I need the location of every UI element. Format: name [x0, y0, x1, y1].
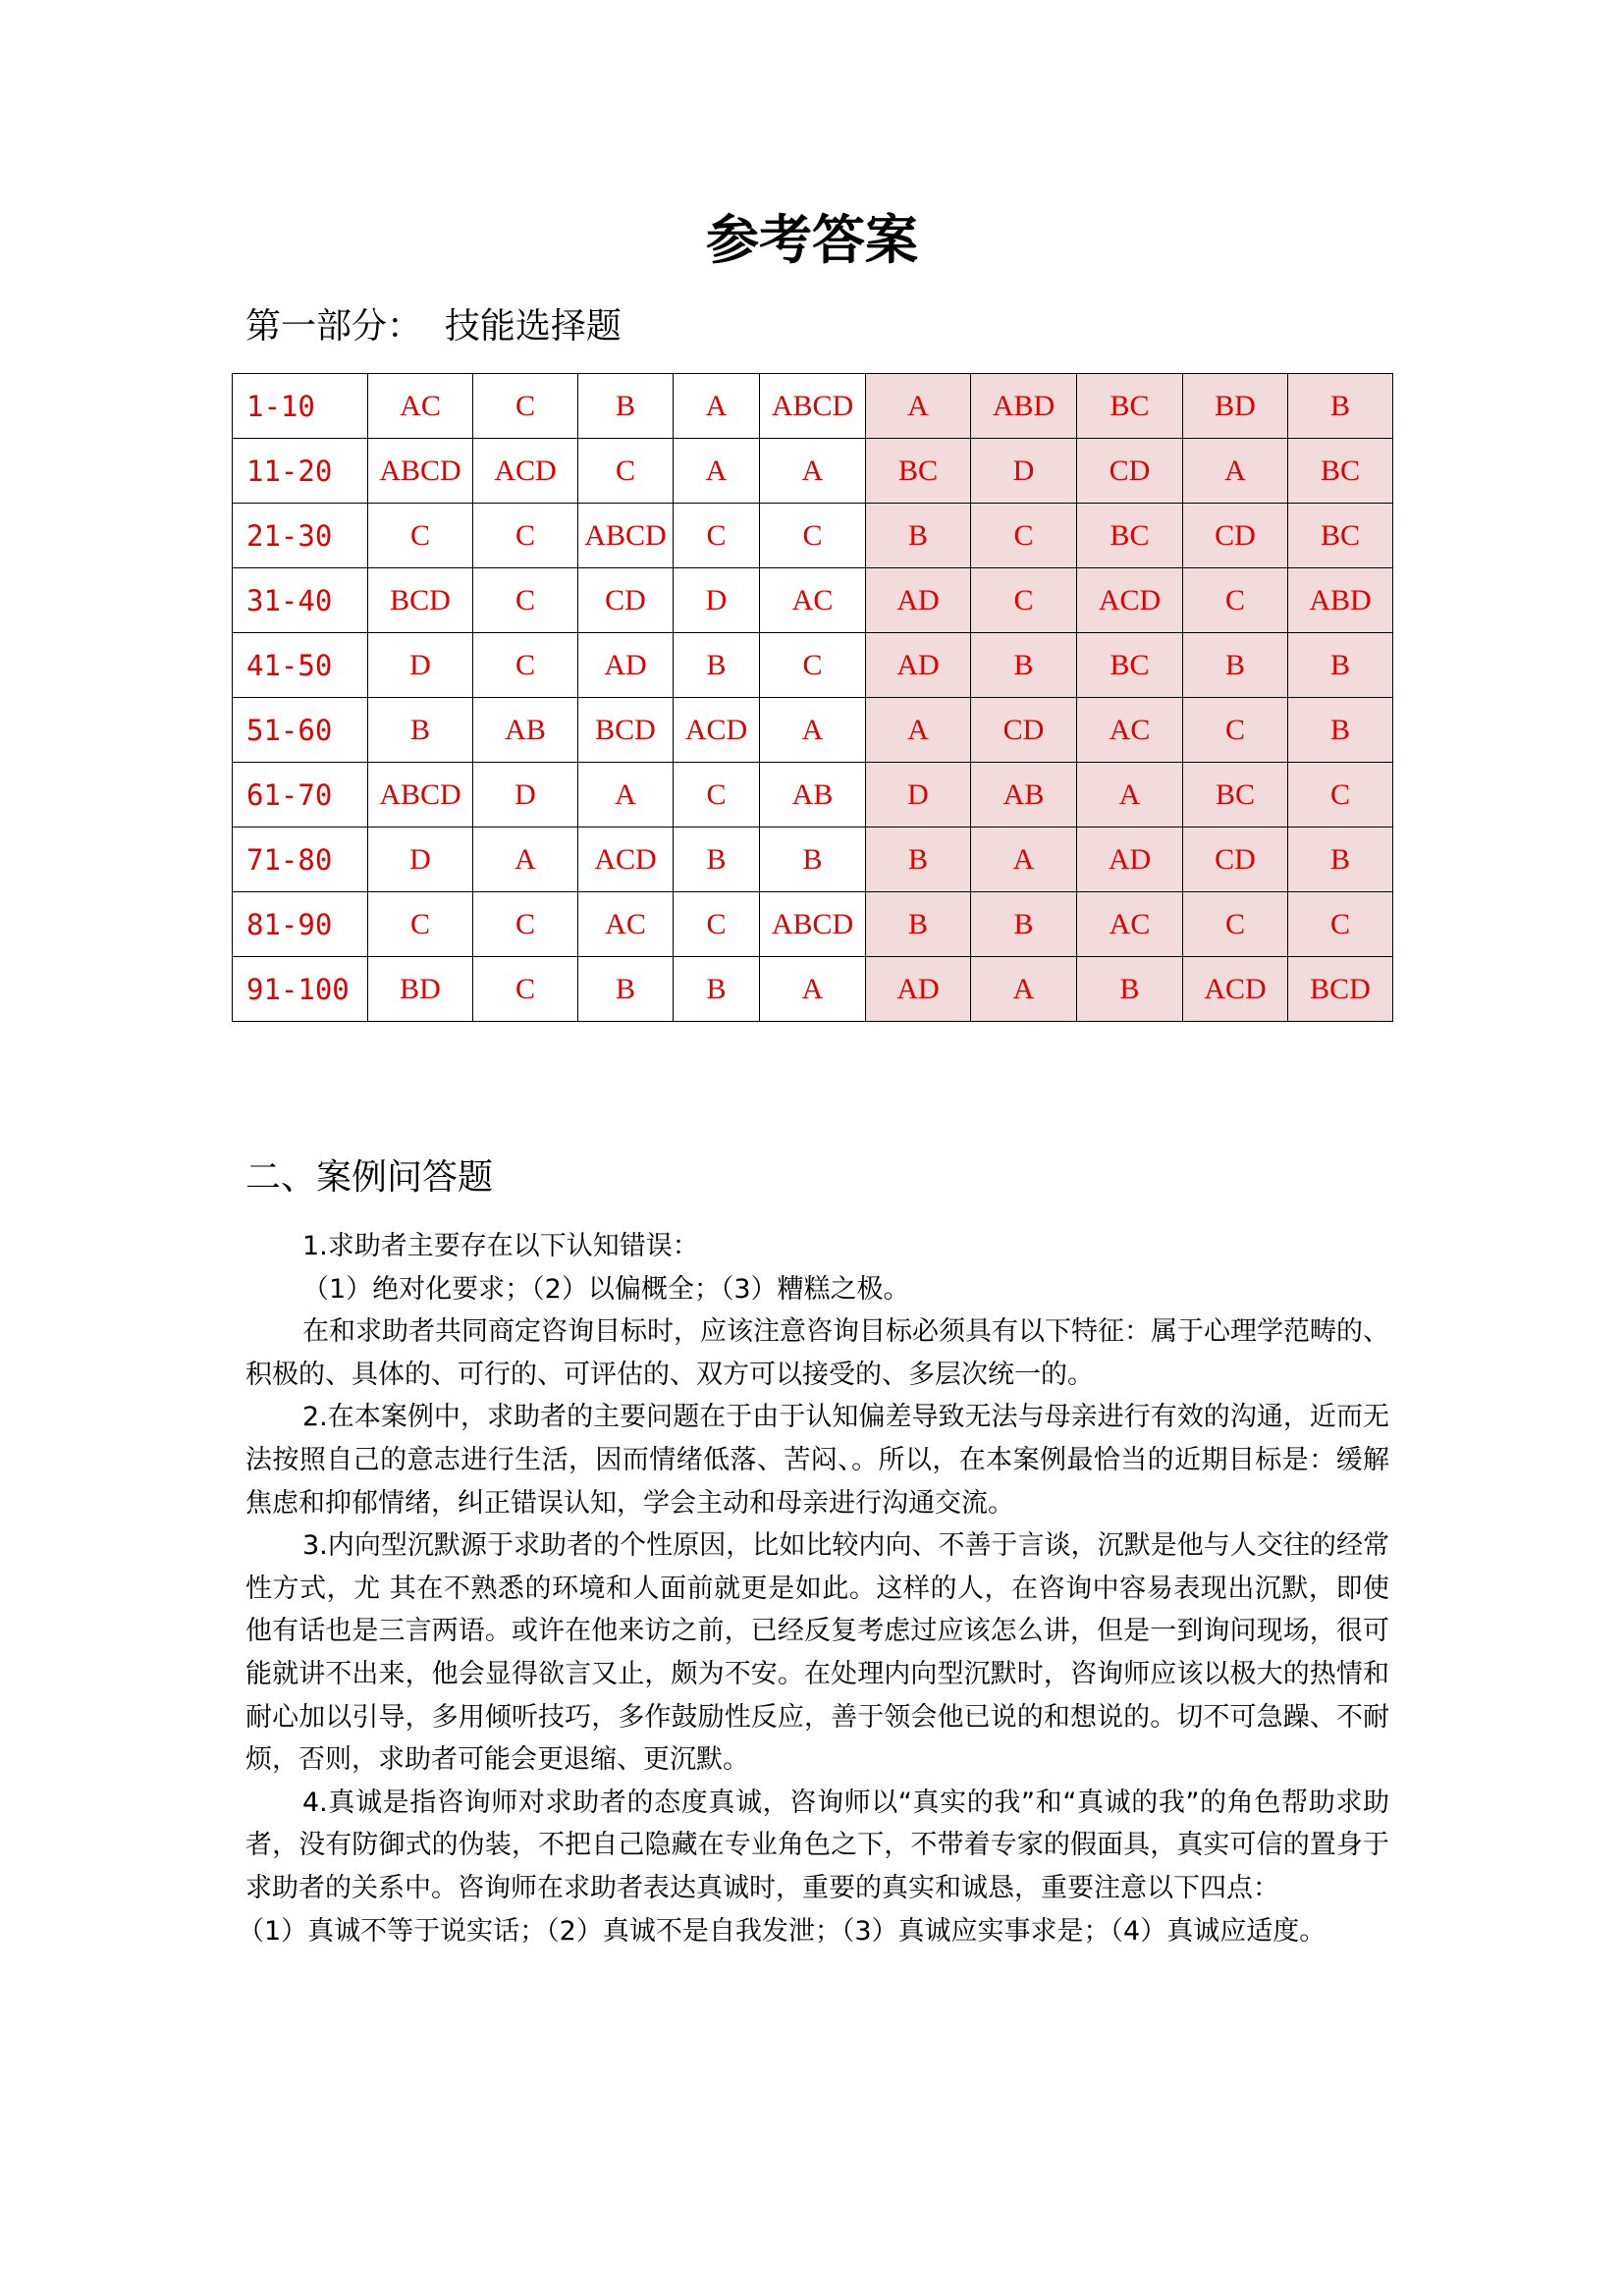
table-row: [233, 568, 1393, 633]
question-range: 41-50: [233, 633, 368, 698]
answer-cell: BD: [368, 957, 473, 1022]
answer-cell: C: [1288, 763, 1393, 828]
question-range: 1-10: [233, 374, 368, 439]
answer-cell: A: [760, 439, 866, 504]
answer-cell: B: [368, 698, 473, 763]
table-row: [233, 439, 1393, 504]
answer-cell: D: [368, 633, 473, 698]
answer-cell: A: [866, 698, 971, 763]
answer-cell: D: [368, 828, 473, 892]
answer-cell: C: [473, 892, 578, 957]
answer-cell: B: [971, 633, 1077, 698]
answer-cell: A: [473, 828, 578, 892]
answer-cell: C: [674, 504, 760, 568]
answer-cell: A: [971, 828, 1077, 892]
answer-cell: BC: [1077, 504, 1183, 568]
answer-cell: AB: [473, 698, 578, 763]
answer-cell: C: [473, 957, 578, 1022]
answer-cell: D: [674, 568, 760, 633]
answer-cell: BCD: [368, 568, 473, 633]
table-row: [233, 892, 1393, 957]
answer-cell: AC: [1077, 698, 1183, 763]
answer-cell: A: [674, 439, 760, 504]
answer-cell: B: [1077, 957, 1183, 1022]
answer-cell: B: [674, 828, 760, 892]
answer-cell: B: [866, 504, 971, 568]
answer-cell: C: [473, 568, 578, 633]
answer-cell: ACD: [578, 828, 674, 892]
answer-cell: AD: [578, 633, 674, 698]
answer-cell: ACD: [473, 439, 578, 504]
question-range: 61-70: [233, 763, 368, 828]
answer-cell: B: [971, 892, 1077, 957]
answer-cell: C: [1288, 892, 1393, 957]
answer-cell: ACD: [674, 698, 760, 763]
answer-cell: CD: [1077, 439, 1183, 504]
table-row: [233, 828, 1393, 892]
answer-cell: BC: [1183, 763, 1288, 828]
question-range: 81-90: [233, 892, 368, 957]
answer-cell: AD: [1077, 828, 1183, 892]
answer-cell: AB: [760, 763, 866, 828]
table-row: [233, 698, 1393, 763]
answer-cell: ABD: [971, 374, 1077, 439]
answer-cell: BC: [866, 439, 971, 504]
answer-cell: C: [1183, 568, 1288, 633]
answer-cell: C: [368, 892, 473, 957]
answer-cell: A: [760, 698, 866, 763]
answer-cell: ABCD: [368, 763, 473, 828]
answer-cell: B: [674, 633, 760, 698]
answer-cell: C: [368, 504, 473, 568]
answer-cell: AD: [866, 957, 971, 1022]
answer-cell: B: [1288, 374, 1393, 439]
answer-cell: C: [760, 504, 866, 568]
answer-cell: A: [971, 957, 1077, 1022]
answer-cell: A: [866, 374, 971, 439]
answer-cell: C: [1183, 698, 1288, 763]
answer-cell: B: [1288, 698, 1393, 763]
answer-cell: C: [473, 633, 578, 698]
answer-cell: CD: [971, 698, 1077, 763]
answer-cell: BCD: [578, 698, 674, 763]
answer-cell: AC: [1077, 892, 1183, 957]
answer-cell: BC: [1077, 633, 1183, 698]
case-answers: [238, 1225, 1389, 1952]
question-range: 31-40: [233, 568, 368, 633]
table-row: [233, 374, 1393, 439]
answer-cell: A: [760, 957, 866, 1022]
question-range: 51-60: [233, 698, 368, 763]
table-row: [233, 763, 1393, 828]
answer-cell: C: [473, 504, 578, 568]
answer-cell: AD: [866, 568, 971, 633]
q3-paragraph: 3.内向型沉默源于求助者的个性原因，比如比较内向、不善于言谈，沉默是他与人交往的经常性方式，尤 其在不熟悉的环境和人面前就更是如此。这样的人，在咨询中容易表现出沉默，即使他有话也是三言两语。或许在他来访之前，已经反复考虑过应该怎么讲，但是一到询问现场，很可能就讲不出来，他会显得欲言又止，颇为不安。在处理内向型沉默时，咨询师应该以极大的热情和耐心加以引导，多用倾听技巧，多作鼓励性反应，善于领会他已说的和想说的。切不可急躁、不耐烦，否则，求助者可能会更退缩、更沉默。: [245, 1530, 1389, 1776]
question-range: 91-100: [233, 957, 368, 1022]
answer-cell: B: [578, 374, 674, 439]
answer-cell: C: [674, 763, 760, 828]
page-title: 参考答案: [706, 209, 918, 271]
section-heading-skills: 第一部分： 技能选择题: [245, 306, 622, 347]
table-row: [233, 504, 1393, 568]
question-range: 71-80: [233, 828, 368, 892]
answer-cell: CD: [1183, 828, 1288, 892]
question-range: 21-30: [233, 504, 368, 568]
answer-cell: D: [473, 763, 578, 828]
answer-cell: ABCD: [368, 439, 473, 504]
q2-paragraph: 2.在本案例中，求助者的主要问题在于由于认知偏差导致无法与母亲进行有效的沟通，近而无法按照自己的意志进行生活，因而情绪低落、苦闷、。所以，在本案例最恰当的近期目标是：缓解焦虑和抑郁情绪，纠正错误认知，学会主动和母亲进行沟通交流。: [245, 1402, 1389, 1519]
answer-cell: ABCD: [760, 892, 866, 957]
answer-cell: ACD: [1077, 568, 1183, 633]
answer-cell: B: [578, 957, 674, 1022]
answer-cell: BD: [1183, 374, 1288, 439]
answer-cell: A: [1077, 763, 1183, 828]
section-heading-cases: 二、案例问答题: [245, 1157, 494, 1198]
answer-cell: A: [578, 763, 674, 828]
answer-cell: CD: [1183, 504, 1288, 568]
answer-cell: AD: [866, 633, 971, 698]
q4-list: （1）真诚不等于说实话；（2）真诚不是自我发泄；（3）真诚应实事求是；（4）真诚应适度。: [238, 1915, 1326, 1947]
answer-cell: C: [971, 568, 1077, 633]
q1-paragraph: 在和求助者共同商定咨询目标时，应该注意咨询目标必须具有以下特征：属于心理学范畴的、积极的、具体的、可行的、可评估的、双方可以接受的、多层次统一的。: [245, 1316, 1389, 1390]
answer-cell: ABCD: [760, 374, 866, 439]
answer-cell: A: [674, 374, 760, 439]
answer-cell: BC: [1288, 504, 1393, 568]
answer-cell: ACD: [1183, 957, 1288, 1022]
answer-cell: C: [971, 504, 1077, 568]
answer-cell: CD: [578, 568, 674, 633]
table-row: [233, 633, 1393, 698]
answer-cell: A: [1183, 439, 1288, 504]
answer-cell: BC: [1077, 374, 1183, 439]
answer-cell: AB: [971, 763, 1077, 828]
answer-cell: C: [473, 374, 578, 439]
answer-cell: C: [674, 892, 760, 957]
answer-cell: BCD: [1288, 957, 1393, 1022]
answer-cell: ABD: [1288, 568, 1393, 633]
answer-cell: ABCD: [578, 504, 674, 568]
q4-paragraph: 4.真诚是指咨询师对求助者的态度真诚，咨询师以“真实的我”和“真诚的我”的角色帮助求助者，没有防御式的伪装，不把自己隐藏在专业角色之下，不带着专家的假面具，真实可信的置身于求助者的关系中。咨询师在求助者表达真诚时，重要的真实和诚恳，重要注意以下四点：: [245, 1787, 1389, 1903]
answer-cell: B: [1288, 633, 1393, 698]
q1-intro: 1.求助者主要存在以下认知错误：: [302, 1231, 699, 1261]
answer-cell: C: [578, 439, 674, 504]
answer-cell: D: [866, 763, 971, 828]
answer-cell: B: [866, 828, 971, 892]
answer-cell: AC: [368, 374, 473, 439]
answer-cell: B: [760, 828, 866, 892]
answer-cell: B: [1288, 828, 1393, 892]
answer-table: [232, 373, 1393, 1022]
answer-cell: BC: [1288, 439, 1393, 504]
answer-cell: AC: [578, 892, 674, 957]
answer-cell: C: [760, 633, 866, 698]
answer-cell: C: [1183, 892, 1288, 957]
answer-cell: B: [866, 892, 971, 957]
answer-cell: D: [971, 439, 1077, 504]
answer-cell: B: [674, 957, 760, 1022]
answer-cell: AC: [760, 568, 866, 633]
table-row: [233, 957, 1393, 1022]
question-range: 11-20: [233, 439, 368, 504]
answer-cell: B: [1183, 633, 1288, 698]
q1-list: （1）绝对化要求；（2）以偏概全；（3）糟糕之极。: [302, 1273, 910, 1305]
